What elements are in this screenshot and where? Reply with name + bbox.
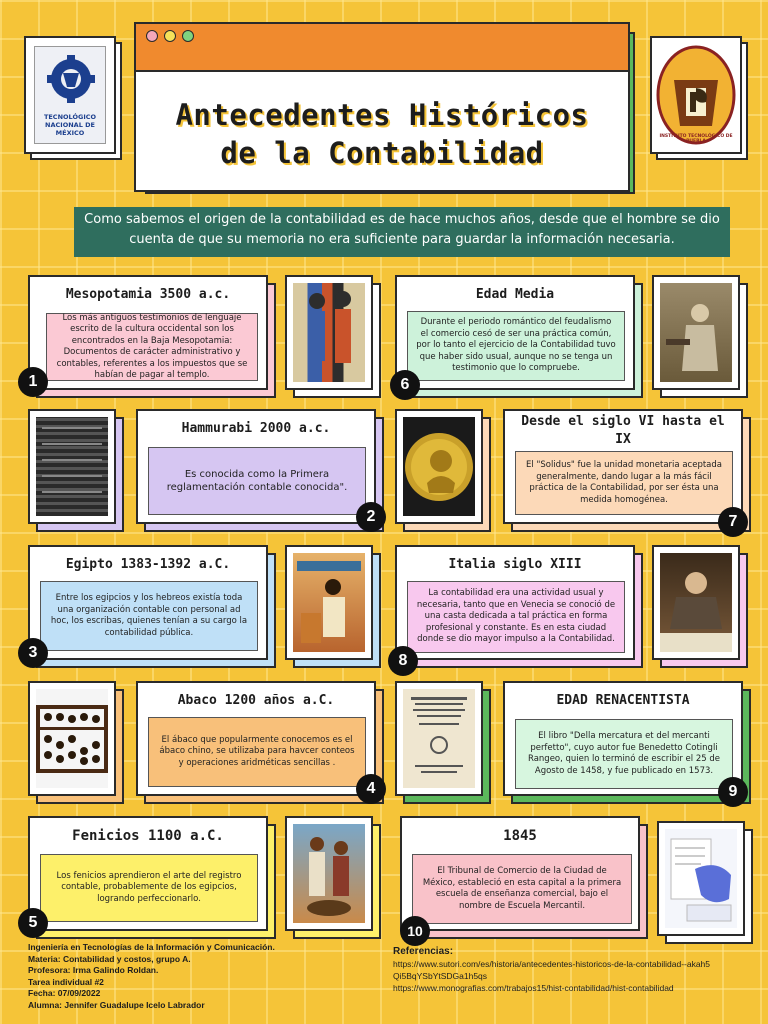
page-title-line2: de la Contabilidad	[220, 136, 544, 170]
card-text: Los más antiguos testimonios de lenguaje escrito de la cultura occidental son los encontrados en la Baja Mesopotamia: Documentos de carácter administrativo y contables, referentes a los impuestos que se habían de pagar al templo.	[46, 313, 258, 381]
window-dot-green	[182, 30, 194, 42]
card-abaco	[136, 681, 376, 796]
badge-9: 9	[718, 777, 748, 807]
window-dot-yellow	[164, 30, 176, 42]
card-1845	[400, 816, 640, 931]
card-text: La contabilidad era una actividad usual y necesaria, tanto que en Venecia se conoció de una casta dedicada a tal práctica en forma profesional y constante. Es en esta ciudad donde se dio mayor impulso a la Contabilidad.	[407, 581, 625, 653]
card-siglo-vi	[503, 409, 743, 524]
phoenician-art-icon	[293, 824, 365, 923]
cuneiform-stone-icon	[36, 417, 108, 516]
badge-5: 5	[18, 908, 48, 938]
card-title: Mesopotamia 3500 a.c.	[65, 287, 231, 302]
card-hammurabi	[136, 409, 376, 524]
reference-link[interactable]: https://www.monografias.com/trabajos15/hist-contabilidad/hist-contabilidad	[393, 983, 674, 993]
footer-line: Materia: Contabilidad y costos, grupo A.	[28, 953, 191, 964]
footer-line: Alumna: Jennifer Guadalupe Icelo Labrador	[28, 999, 205, 1010]
photo-egipto	[285, 545, 373, 660]
card-title: Abaco 1200 años a.C.	[177, 693, 335, 708]
header-bar	[136, 24, 628, 72]
card-title: Fenicios 1100 a.C.	[72, 828, 224, 844]
card-text: Es conocida como la Primera reglamentación contable conocida".	[148, 447, 366, 515]
card-egipto	[28, 545, 268, 660]
card-text: El libro "Della mercatura et del mercanti perfetto", cuyo autor fue Benedetto Cotingli Rangeo, quien lo terminó de escribir el 25 de Agosto de 1458, y fue publicado en 1573.	[515, 719, 733, 789]
left-logo-text: TECNOLÓGICO NACIONAL DE MÉXICO	[43, 113, 97, 137]
badge-6: 6	[390, 370, 420, 400]
footer-line: Ingeniería en Tecnologías de la Información y Comunicación.	[28, 942, 275, 952]
card-title: 1845	[503, 828, 537, 844]
medieval-scribe-icon	[660, 283, 732, 382]
photo-edad-media	[652, 275, 740, 390]
card-title: EDAD RENACENTISTA	[556, 693, 690, 708]
reference-link[interactable]: https://www.sutori.com/es/historia/antecedentes-historicos-de-la-contabilidad--akah5Qi5BqYSbYtSDGa1h5qs	[393, 959, 711, 981]
footer-line: Tarea individual #2	[28, 976, 104, 987]
card-text: El ábaco que popularmente conocemos es el ábaco chino, se utilizaba para havcer conteos y operaciones aridméticas sencillas .	[148, 717, 366, 787]
photo-hammurabi	[28, 409, 116, 524]
card-title: Edad Media	[475, 287, 555, 302]
card-title: Hammurabi 2000 a.c.	[181, 421, 331, 436]
right-logo-text: INSTITUTO TECNOLÓGICO DE PUEBLA	[659, 134, 733, 144]
photo-mesopotamia	[285, 275, 373, 390]
references-title: Referencias:	[393, 946, 454, 957]
badge-3: 3	[18, 638, 48, 668]
footer-credits	[28, 942, 388, 1011]
gear-logo-icon	[35, 53, 107, 113]
page-title	[136, 72, 628, 172]
badge-7: 7	[718, 507, 748, 537]
badge-8: 8	[388, 646, 418, 676]
egyptian-art-icon	[293, 553, 365, 652]
card-italia	[395, 545, 635, 660]
pacioli-portrait-icon	[660, 553, 732, 652]
card-mesopotamia	[28, 275, 268, 390]
header-window	[134, 22, 630, 192]
intro-banner	[74, 207, 730, 257]
abacus-icon	[36, 689, 108, 788]
photo-1845	[657, 821, 745, 936]
card-text: El Tribunal de Comercio de la Ciudad de México, estableció en esta capital a la primera escuela de enseñanza comercial, bajo el nombre de Escuela Mercantil.	[412, 854, 632, 924]
gold-coin-icon	[403, 417, 475, 516]
hand-document-icon	[665, 829, 737, 928]
card-title: Italia siglo XIII	[448, 557, 582, 572]
footer-line: Fecha: 07/09/2022	[28, 988, 101, 998]
footer-line: Profesora: Irma Galindo Roldan.	[28, 965, 159, 975]
intro-text: Como sabemos el origen de la contabilidad es de hace muchos años, desde que el hombre se dio cuenta de que su memoria no era suficiente para guardar la información necesaria.	[84, 212, 720, 247]
references	[393, 946, 713, 994]
page-title-line1: Antecedentes Históricos	[175, 98, 589, 132]
old-book-page-icon	[403, 689, 475, 788]
card-renacentista	[503, 681, 743, 796]
card-text: El "Solidus" fue la unidad monetaria aceptada generalmente, dando lugar a la más fácil práctica de la Contabilidad, por ser ésta una medida homogénea.	[515, 451, 733, 515]
photo-fenicios	[285, 816, 373, 931]
card-title: Egipto 1383-1392 a.C.	[65, 557, 231, 572]
card-edad-media	[395, 275, 635, 390]
card-text: Entre los egipcios y los hebreos existía toda una organización contable con personal ad hoc, los escribas, quienes tenían a su cargo la contabilidad pública.	[40, 581, 258, 651]
right-logo	[650, 36, 742, 154]
photo-solidus	[395, 409, 483, 524]
left-logo	[24, 36, 116, 154]
mesopotamia-art-icon	[293, 283, 365, 382]
card-title: Desde el siglo VI hasta el IX	[521, 414, 725, 447]
card-text: Los fenicios aprendieron el arte del registro contable, probablemente de los egipcios, logrando perfeccionarlo.	[40, 854, 258, 922]
badge-10: 10	[400, 916, 430, 946]
badge-4: 4	[356, 774, 386, 804]
card-fenicios	[28, 816, 268, 931]
photo-abaco	[28, 681, 116, 796]
badge-1: 1	[18, 367, 48, 397]
badge-2: 2	[356, 502, 386, 532]
photo-libro	[395, 681, 483, 796]
window-dot-red	[146, 30, 158, 42]
photo-italia	[652, 545, 740, 660]
card-text: Durante el periodo romántico del feudalismo el comercio cesó de ser una práctica común, por lo tanto el ejercicio de la Contabilidad tuvo que haber sido usual, aunque no se tenga un testimonio que lo compruebe.	[407, 311, 625, 381]
